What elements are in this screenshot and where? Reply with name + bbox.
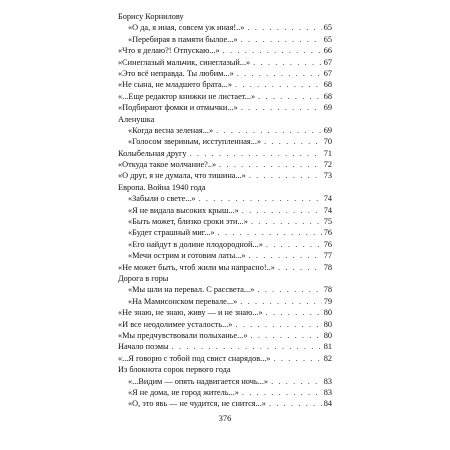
- toc-entry: [118, 34, 332, 45]
- toc-section-heading: [118, 273, 332, 284]
- dot-leader: [269, 398, 322, 409]
- toc-section-title: Борису Корнилову: [118, 12, 184, 21]
- toc-entry: [118, 250, 332, 261]
- dot-leader: [216, 125, 322, 136]
- toc-entry: [118, 57, 332, 68]
- dot-leader: [241, 102, 322, 113]
- toc-entry-title: «Подбирают фомки и отмычки...»: [118, 103, 238, 113]
- dot-leader: [250, 330, 322, 341]
- toc-section-heading: [118, 182, 332, 193]
- toc-entry: [118, 148, 332, 159]
- dot-leader: [274, 353, 322, 364]
- toc-section-title: Европа. Война 1940 года: [118, 182, 206, 192]
- toc-entry-title: «...Еще редактор книжки не листает...»: [118, 91, 256, 101]
- toc-entry-page: 78: [323, 262, 332, 272]
- toc-entry: [118, 91, 332, 102]
- toc-entry-page: 74: [323, 205, 332, 215]
- toc-entry-page: 72: [323, 160, 332, 170]
- toc-entry-title: «Не сына, не младшего брата...»: [118, 80, 233, 90]
- toc-entry: [118, 125, 332, 136]
- toc-entry: [118, 398, 332, 409]
- toc-section-heading: [118, 364, 332, 375]
- toc-entry-page: 80: [323, 330, 332, 340]
- toc-entry-page: 67: [323, 57, 332, 67]
- toc-entry-page: 65: [323, 23, 332, 33]
- dot-leader: [172, 341, 322, 352]
- toc-entry: [118, 205, 332, 216]
- toc-entry-page: 78: [323, 285, 332, 295]
- dot-leader: [271, 376, 322, 387]
- toc-section-title: Из блокнота сорок первого года: [118, 365, 231, 375]
- toc-entry: [118, 102, 332, 113]
- table-of-contents: [118, 11, 332, 410]
- toc-entry-title: «...Видим — опять надвигается ночь...»: [128, 376, 269, 386]
- toc-entry: [118, 170, 332, 181]
- toc-entry-title: «Его найдут в долине плодородной...»: [128, 239, 263, 249]
- toc-entry-title: «Мечи острим и готовим латы...»: [128, 251, 246, 261]
- toc-entry-page: 69: [323, 103, 332, 113]
- toc-entry: [118, 387, 332, 398]
- toc-entry-page: 77: [323, 251, 332, 261]
- toc-entry: [118, 193, 332, 204]
- dot-leader: [237, 68, 322, 79]
- toc-entry-page: 75: [323, 217, 332, 227]
- toc-entry-title: «Быть может, близко сроки эти...»: [128, 217, 248, 227]
- toc-entry-page: 84: [323, 399, 332, 409]
- toc-entry-title: «Не знаю, не знаю, живу — и не знаю...»: [118, 308, 263, 318]
- toc-entry: [118, 296, 332, 307]
- toc-entry-page: 83: [323, 376, 332, 386]
- dot-leader: [199, 193, 322, 204]
- toc-entry-page: 80: [323, 308, 332, 318]
- toc-entry: [118, 319, 332, 330]
- dot-leader: [242, 205, 322, 216]
- toc-entry-page: 68: [323, 80, 332, 90]
- toc-entry: [118, 22, 332, 33]
- toc-entry-page: 83: [323, 387, 332, 397]
- toc-entry: [118, 284, 332, 295]
- toc-entry-title: «Голосом звериным, исступленная...»: [128, 137, 262, 147]
- dot-leader: [242, 387, 322, 398]
- toc-entry-title: «Я не дома, не город житель...»: [128, 387, 239, 397]
- toc-entry-page: 80: [323, 319, 332, 329]
- dot-leader: [235, 319, 322, 330]
- toc-entry-page: 76: [323, 228, 332, 238]
- toc-entry-page: 69: [323, 125, 332, 135]
- dot-leader: [190, 148, 322, 159]
- toc-entry-page: 81: [323, 342, 332, 352]
- toc-entry: [118, 216, 332, 227]
- toc-entry: [118, 353, 332, 364]
- toc-entry-title: «...Я говорю с тобой под свист снарядов...»: [118, 353, 271, 363]
- toc-entry-title: «Не может быть, чтоб жили мы напрасно!..»: [118, 262, 275, 272]
- dot-leader: [249, 250, 322, 261]
- toc-entry-title: «Перебирая в памяти былое...»: [128, 34, 238, 44]
- toc-entry-page: 73: [323, 171, 332, 181]
- toc-entry: [118, 376, 332, 387]
- dot-leader: [253, 57, 322, 68]
- toc-section-heading: [118, 114, 332, 125]
- dot-leader: [218, 227, 322, 238]
- dot-leader: [266, 307, 322, 318]
- toc-entry-title: «На Мамисонском перевале...»: [128, 296, 238, 306]
- toc-entry-title: Начало поэмы: [118, 342, 169, 352]
- dot-leader: [223, 45, 322, 56]
- toc-entry: [118, 307, 332, 318]
- toc-entry: [118, 239, 332, 250]
- toc-entry-page: 68: [323, 91, 332, 101]
- toc-entry-page: 82: [323, 353, 332, 363]
- toc-entry: [118, 136, 332, 147]
- toc-entry-title: «О друг, я не думала, что тишина...»: [118, 171, 246, 181]
- toc-entry-title: «Будет страшный миг...»: [128, 228, 215, 238]
- toc-entry-title: «О да, я иная, совсем уж иная!..»: [128, 23, 245, 33]
- toc-entry-page: 76: [323, 239, 332, 249]
- toc-entry: [118, 159, 332, 170]
- toc-entry: [118, 68, 332, 79]
- page-number: 376: [218, 413, 232, 423]
- toc-entry: [118, 262, 332, 273]
- toc-entry-title: «Мы шли на перевал. С рассвета...»: [128, 285, 255, 295]
- dot-leader: [266, 239, 322, 250]
- dot-leader: [251, 216, 322, 227]
- toc-entry-title: «Когда весна зеленая...»: [128, 125, 214, 135]
- dot-leader: [240, 296, 322, 307]
- toc-entry: [118, 330, 332, 341]
- dot-leader: [257, 284, 322, 295]
- toc-entry-title: «Откуда такое молчание?..»: [118, 160, 217, 170]
- toc-entry-page: 74: [323, 194, 332, 204]
- toc-entry-page: 67: [323, 68, 332, 78]
- toc-section-heading: [118, 11, 332, 22]
- dot-leader: [249, 170, 322, 181]
- toc-entry-title: «И все неодолимее усталость...»: [118, 319, 233, 329]
- dot-leader: [241, 34, 322, 45]
- toc-entry-title: «Мы предчувствовали полыханье...»: [118, 330, 248, 340]
- toc-entry-page: 79: [323, 296, 332, 306]
- dot-leader: [235, 79, 322, 90]
- toc-entry-title: «Это всё неправда. Ты любим...»: [118, 68, 234, 78]
- dot-leader: [258, 91, 322, 102]
- toc-entry: [118, 79, 332, 90]
- dot-leader: [264, 136, 322, 147]
- toc-entry-title: «О, это явь — не чудится, не снится...»: [128, 399, 266, 409]
- toc-section-title: Аленушка: [118, 114, 155, 124]
- toc-section-title: Дорога в горы: [118, 273, 169, 283]
- toc-entry-title: «Я не видала высоких крыш...»: [128, 205, 239, 215]
- toc-entry-title: Колыбельная другу: [118, 148, 187, 158]
- toc-entry-title: «Синеглазый мальчик, синеглазый...»: [118, 57, 251, 67]
- toc-entry-page: 70: [323, 137, 332, 147]
- dot-leader: [219, 159, 322, 170]
- toc-entry-title: «Что я делаю?! Отпускаю...»: [118, 46, 220, 56]
- toc-entry-page: 71: [323, 148, 332, 158]
- toc-entry: [118, 227, 332, 238]
- toc-entry: [118, 341, 332, 352]
- toc-entry-page: 66: [323, 46, 332, 56]
- dot-leader: [278, 262, 322, 273]
- toc-entry-title: «Забыли о свете...»: [128, 194, 196, 204]
- toc-entry: [118, 45, 332, 56]
- toc-entry-page: 65: [323, 34, 332, 44]
- dot-leader: [247, 22, 322, 33]
